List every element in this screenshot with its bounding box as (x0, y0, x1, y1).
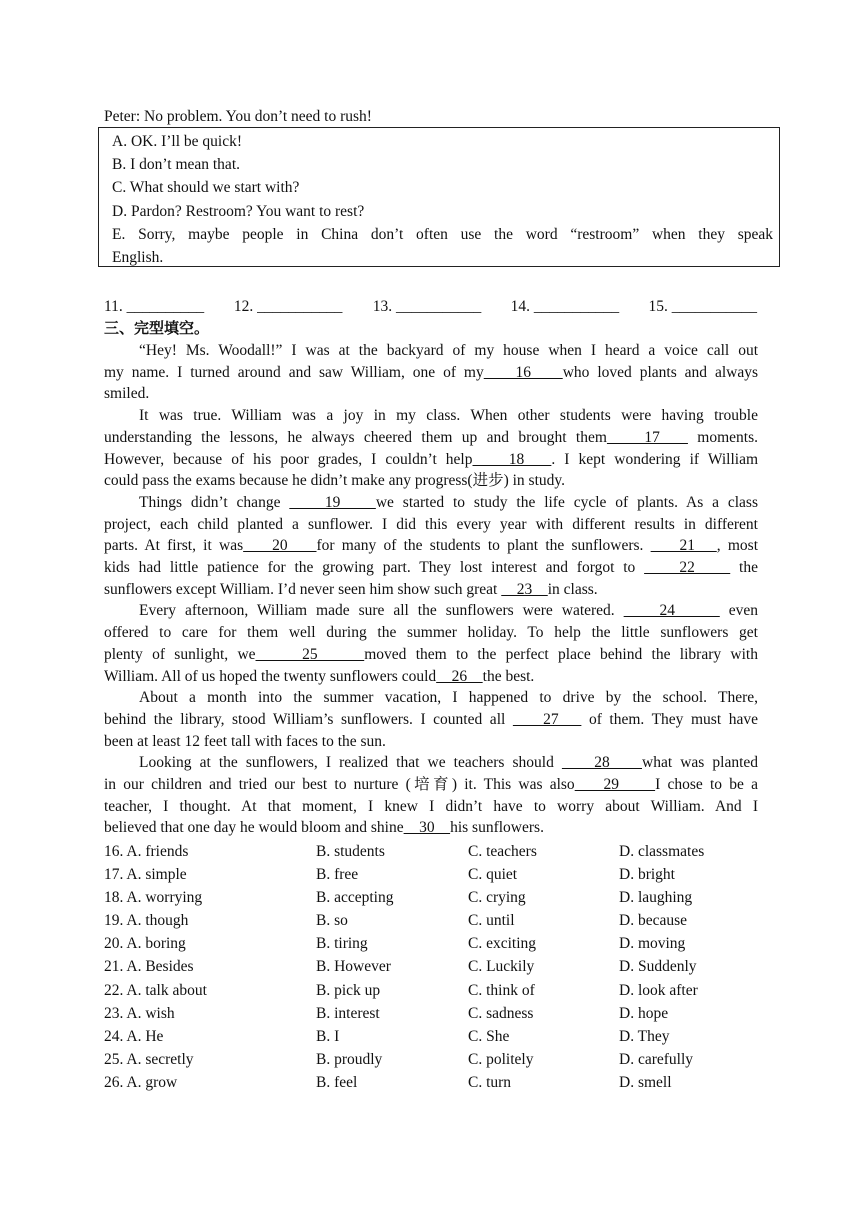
paragraph-6 (104, 752, 758, 774)
passage-text: my name. I turned around and saw William, one of my (104, 363, 484, 381)
option-e-cont: English. (112, 249, 164, 267)
passage-text: parts. At first, it was (104, 537, 244, 555)
answer-blanks (104, 296, 764, 317)
paragraph-6-line-2 (104, 774, 758, 796)
option-c: C. What should we start with? (112, 179, 300, 197)
passage-text: in class. (547, 580, 598, 598)
question-18 (104, 886, 784, 909)
option-d: D. Pardon? Restroom? You want to rest? (112, 202, 365, 220)
passage-text: project, each child planted a sunflower. I did this every year with different results in different (104, 515, 758, 533)
option-24-a[interactable]: 24. A. He (104, 1027, 164, 1045)
question-20 (104, 932, 784, 955)
option-22-a[interactable]: 22. A. talk about (104, 981, 207, 999)
paragraph-3 (104, 492, 758, 514)
passage-text: About a month into the summer vacation, I happened to drive by the school. There, (139, 689, 758, 707)
question-options (104, 840, 784, 1094)
option-22-c[interactable]: C. think of (468, 981, 535, 999)
passage-text: who loved plants and always (562, 363, 759, 381)
question-25 (104, 1048, 784, 1071)
option-20-a[interactable]: 20. A. boring (104, 935, 186, 953)
blank-27: 27 (512, 710, 582, 728)
passage-text: been at least 12 feet tall with faces to the sun. (104, 732, 386, 750)
option-16-d[interactable]: D. classmates (619, 843, 705, 860)
option-17-a[interactable]: 17. A. simple (104, 866, 187, 884)
option-23-b[interactable]: B. interest (316, 1004, 380, 1022)
blank-24: 24 (623, 602, 720, 620)
passage-text: understanding the lessons, he always cheered them up and brought them (104, 428, 607, 446)
option-18-b[interactable]: B. accepting (316, 889, 394, 907)
option-22-d[interactable]: D. look after (619, 981, 698, 999)
option-25-d[interactable]: D. carefully (619, 1050, 694, 1068)
passage-text: kids had little patience for the growing part. They lost interest and forgot to (104, 559, 645, 577)
passage-text: offered to care for them well during the summer holiday. To help the little sunflowers get (104, 624, 758, 642)
options-box (98, 127, 780, 267)
passage-text: “Hey! Ms. Woodall!” I was at the backyard of my house when I heard a voice call out (139, 342, 758, 359)
passage-text: the best. (482, 667, 535, 685)
option-17-d[interactable]: D. bright (619, 866, 675, 884)
paragraph-6-line-3 (104, 796, 758, 818)
passage-text: what was planted (642, 754, 759, 772)
option-17-b[interactable]: B. free (316, 866, 359, 884)
paragraph-1-line-2 (104, 362, 758, 384)
option-25-c[interactable]: C. politely (468, 1050, 534, 1068)
option-26-d[interactable]: D. smell (619, 1073, 672, 1091)
question-26 (104, 1071, 784, 1094)
paragraph-5-line-3 (104, 731, 758, 753)
option-25-a[interactable]: 25. A. secretly (104, 1050, 194, 1068)
option-26-a[interactable]: 26. A. grow (104, 1073, 178, 1091)
blank-19: 19 (289, 493, 376, 511)
blank-17: 17 (606, 428, 688, 446)
option-19-c[interactable]: C. until (468, 912, 515, 930)
dialog-end-line: Peter: No problem. You don’t need to rush! (104, 108, 372, 125)
option-18-d[interactable]: D. laughing (619, 889, 693, 907)
passage-text: It was true. William was a joy in my class. When other students were having trouble (139, 407, 758, 425)
paragraph-3-line-4 (104, 557, 758, 579)
option-23-c[interactable]: C. sadness (468, 1004, 534, 1022)
passage-text: Looking at the sunflowers, I realized that we teachers should (139, 754, 562, 772)
blank-30: 30 (403, 819, 451, 837)
section-title: 三、完型填空。 (104, 319, 210, 337)
option-20-c[interactable]: C. exciting (468, 935, 537, 953)
blank-22: 22 (644, 559, 731, 577)
paragraph-1 (104, 340, 758, 362)
paragraph-3-line-5 (104, 579, 758, 601)
passage-text: sunflowers except William. I’d never seen him show such great (104, 580, 502, 598)
option-23-a[interactable]: 23. A. wish (104, 1004, 175, 1022)
paragraph-5-line-2 (104, 709, 758, 731)
paragraph-2-line-4 (104, 470, 758, 492)
answer-blank-15[interactable]: 15. ___________ (648, 298, 757, 315)
answer-blank-14[interactable]: 14. ___________ (510, 298, 620, 315)
question-17 (104, 863, 784, 886)
paragraph-2-line-2 (104, 427, 758, 449)
blank-21: 21 (650, 537, 717, 555)
option-21-d[interactable]: D. Suddenly (619, 958, 697, 976)
passage-text: could pass the exams because he didn’t make any progress(进步) in study. (104, 472, 566, 490)
answer-blank-11[interactable]: 11. __________ (104, 298, 205, 315)
passage-text: teacher, I thought. At that moment, I knew I didn’t have to worry about William. And I (104, 797, 758, 815)
option-18-a[interactable]: 18. A. worrying (104, 889, 203, 907)
paragraph-4-line-4 (104, 666, 758, 688)
option-18-c[interactable]: C. crying (468, 889, 526, 907)
option-21-b[interactable]: B. However (316, 958, 391, 976)
option-19-b[interactable]: B. so (316, 912, 348, 930)
option-16-b[interactable]: B. students (316, 843, 385, 860)
blank-29: 29 (574, 776, 656, 794)
option-19-a[interactable]: 19. A. though (104, 912, 189, 930)
passage-text: for many of the students to plant the sunflowers. (316, 537, 651, 555)
paragraph-6-line-4 (104, 817, 758, 839)
passage-text: behind the library, stood William’s sunflowers. I counted all (104, 710, 513, 728)
paragraph-2-line-3 (104, 449, 758, 471)
passage-text: . I kept wondering if William (551, 450, 759, 468)
passage-text: , most (716, 537, 759, 555)
passage-text: plenty of sunlight, we (104, 645, 256, 663)
question-19 (104, 909, 784, 932)
option-b: B. I don’t mean that. (112, 156, 240, 174)
option-21-a[interactable]: 21. A. Besides (104, 958, 194, 976)
blank-20: 20 (243, 537, 317, 555)
passage-text: we started to study the life cycle of plants. As a class (375, 493, 758, 511)
blank-18: 18 (472, 450, 552, 468)
passage-text: moments. (687, 428, 759, 446)
option-e: E. Sorry, maybe people in China don’t often use the word “restroom” when they speak (112, 225, 773, 243)
passage-text: moved them to the perfect place behind the library with (364, 645, 758, 663)
option-24-c[interactable]: C. She (468, 1027, 510, 1045)
question-22 (104, 979, 784, 1002)
passage-text: smiled. (104, 385, 150, 403)
option-17-c[interactable]: C. quiet (468, 866, 518, 884)
answer-blank-13[interactable]: 13. ___________ (372, 298, 482, 315)
paragraph-3-line-3 (104, 535, 758, 557)
paragraph-4 (104, 600, 758, 622)
cloze-passage (104, 340, 758, 839)
blank-23: 23 (501, 580, 548, 598)
answer-blank-12[interactable]: 12. ___________ (233, 298, 343, 315)
option-25-b[interactable]: B. proudly (316, 1050, 383, 1068)
option-19-d[interactable]: D. because (619, 912, 687, 930)
paragraph-1-line-3 (104, 383, 758, 405)
option-16-a[interactable]: 16. A. friends (104, 843, 189, 860)
question-21 (104, 955, 784, 978)
passage-text: believed that one day he would bloom and shine (104, 819, 404, 837)
question-16 (104, 840, 784, 863)
question-24 (104, 1025, 784, 1048)
passage-text: Every afternoon, William made sure all the sunflowers were watered. (139, 602, 624, 620)
blank-28: 28 (561, 754, 642, 772)
option-a: A. OK. I’ll be quick! (112, 133, 242, 150)
option-24-d[interactable]: D. They (619, 1027, 670, 1045)
passage-text: the (730, 559, 758, 577)
passage-text: I chose to be a (655, 776, 758, 794)
paragraph-2 (104, 405, 758, 427)
blank-16: 16 (483, 363, 563, 381)
paragraph-5 (104, 687, 758, 709)
paragraph-4-line-3 (104, 644, 758, 666)
passage-text: Things didn’t change (139, 493, 290, 511)
option-20-b[interactable]: B. tiring (316, 935, 368, 953)
option-26-b[interactable]: B. feel (316, 1073, 358, 1091)
option-21-c[interactable]: C. Luckily (468, 958, 535, 976)
option-26-c[interactable]: C. turn (468, 1073, 512, 1091)
question-23 (104, 1002, 784, 1025)
passage-text: in our children and tried our best to nurture (培育) it. This was also (104, 776, 575, 794)
passage-text: of them. They must have (581, 710, 758, 728)
option-24-b[interactable]: B. I (316, 1027, 340, 1045)
option-23-d[interactable]: D. hope (619, 1004, 669, 1022)
option-20-d[interactable]: D. moving (619, 935, 686, 953)
option-16-c[interactable]: C. teachers (468, 843, 537, 860)
passage-text: even (719, 602, 759, 620)
blank-26: 26 (436, 667, 483, 685)
paragraph-4-line-2 (104, 622, 758, 644)
paragraph-3-line-2 (104, 514, 758, 536)
passage-text: his sunflowers. (450, 819, 544, 837)
option-22-b[interactable]: B. pick up (316, 981, 381, 999)
passage-text: However, because of his poor grades, I couldn’t help (104, 450, 473, 468)
passage-text: William. All of us hoped the twenty sunflowers could (104, 667, 437, 685)
blank-25: 25 (255, 645, 365, 663)
